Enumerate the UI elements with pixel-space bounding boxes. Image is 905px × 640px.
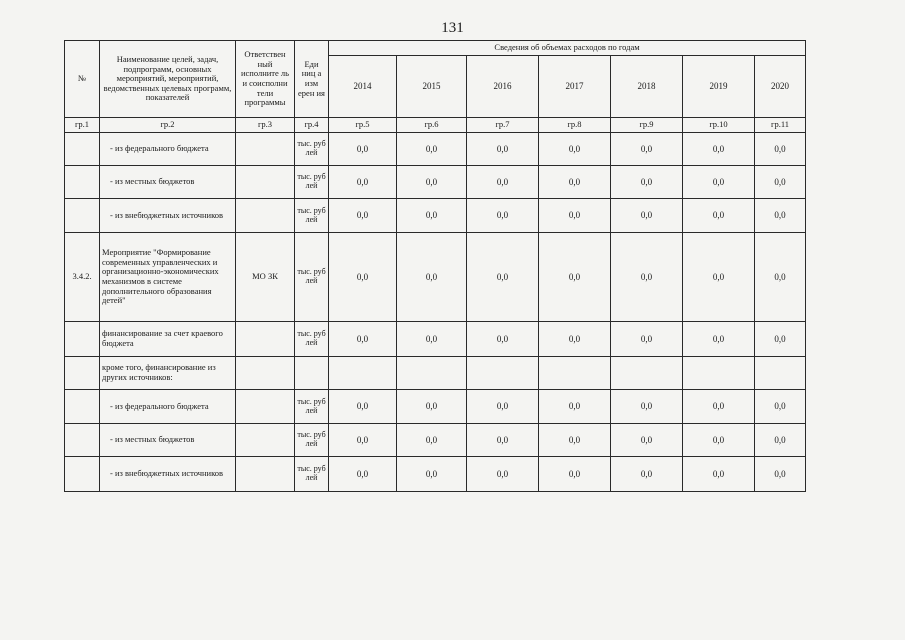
table-row (65, 233, 806, 322)
row-unit: тыс. руб лей (295, 322, 329, 357)
row-responsible (236, 357, 295, 390)
row-name: - из федерального бюджета (100, 133, 236, 166)
row-value: 0,0 (539, 199, 611, 233)
row-value: 0,0 (397, 390, 467, 424)
header-year: 2016 (467, 56, 539, 118)
row-number (65, 322, 100, 357)
row-value: 0,0 (329, 166, 397, 199)
header-row-top (65, 41, 806, 56)
group-label: гр.3 (236, 118, 295, 133)
row-value: 0,0 (397, 133, 467, 166)
row-value: 0,0 (755, 322, 806, 357)
row-name: - из местных бюджетов (100, 424, 236, 457)
row-value: 0,0 (329, 322, 397, 357)
table-row (65, 424, 806, 457)
table-row (65, 322, 806, 357)
header-unit: Еди ниц а изм ерен ия (295, 41, 329, 118)
row-value: 0,0 (611, 322, 683, 357)
table-row (65, 390, 806, 424)
row-responsible (236, 199, 295, 233)
row-value: 0,0 (611, 457, 683, 492)
header-no: № (65, 41, 100, 118)
row-value: 0,0 (611, 199, 683, 233)
group-label: гр.6 (397, 118, 467, 133)
row-name: - из местных бюджетов (100, 166, 236, 199)
row-value: 0,0 (467, 457, 539, 492)
row-value: 0,0 (755, 133, 806, 166)
row-number (65, 457, 100, 492)
row-value: 0,0 (755, 424, 806, 457)
row-value: 0,0 (467, 199, 539, 233)
row-value: 0,0 (467, 233, 539, 322)
group-label: гр.2 (100, 118, 236, 133)
row-value: 0,0 (329, 233, 397, 322)
table-row (65, 199, 806, 233)
row-value (611, 357, 683, 390)
row-value: 0,0 (683, 199, 755, 233)
row-value: 0,0 (467, 133, 539, 166)
row-value: 0,0 (611, 424, 683, 457)
row-value: 0,0 (755, 166, 806, 199)
row-value: 0,0 (683, 322, 755, 357)
row-value (329, 357, 397, 390)
row-value (467, 357, 539, 390)
row-value: 0,0 (539, 457, 611, 492)
row-number (65, 424, 100, 457)
row-value: 0,0 (467, 424, 539, 457)
row-value: 0,0 (397, 233, 467, 322)
row-number: 3.4.2. (65, 233, 100, 322)
row-value: 0,0 (397, 424, 467, 457)
group-label: гр.7 (467, 118, 539, 133)
table-row (65, 133, 806, 166)
row-value (539, 357, 611, 390)
group-label: гр.5 (329, 118, 397, 133)
header-name: Наименование целей, задач, подпрограмм, основных мероприятий, мероприятий, ведомственных целевых программ, показателей (100, 41, 236, 118)
row-value: 0,0 (611, 166, 683, 199)
row-number (65, 390, 100, 424)
row-value: 0,0 (467, 390, 539, 424)
row-value (755, 357, 806, 390)
row-unit: тыс. руб лей (295, 133, 329, 166)
row-value: 0,0 (539, 390, 611, 424)
row-responsible: МО ЗК (236, 233, 295, 322)
header-expenses: Сведения об объемах расходов по годам (329, 41, 806, 56)
row-unit: тыс. руб лей (295, 166, 329, 199)
row-number (65, 133, 100, 166)
row-value: 0,0 (467, 166, 539, 199)
row-unit (295, 357, 329, 390)
row-unit: тыс. руб лей (295, 424, 329, 457)
row-responsible (236, 424, 295, 457)
row-value: 0,0 (683, 457, 755, 492)
row-value: 0,0 (397, 166, 467, 199)
header-year: 2015 (397, 56, 467, 118)
row-responsible (236, 133, 295, 166)
table-row (65, 457, 806, 492)
group-label-row (65, 118, 806, 133)
group-label: гр.4 (295, 118, 329, 133)
group-label: гр.8 (539, 118, 611, 133)
row-responsible (236, 390, 295, 424)
group-label: гр.10 (683, 118, 755, 133)
row-value: 0,0 (683, 390, 755, 424)
group-label: гр.1 (65, 118, 100, 133)
row-responsible (236, 166, 295, 199)
group-label: гр.9 (611, 118, 683, 133)
row-value: 0,0 (755, 457, 806, 492)
row-value: 0,0 (329, 133, 397, 166)
table-row (65, 166, 806, 199)
row-responsible (236, 322, 295, 357)
header-responsible: Ответствен ный исполните ль и соисполни тели программы (236, 41, 295, 118)
row-number (65, 166, 100, 199)
row-name: финансирование за счет краевого бюджета (100, 322, 236, 357)
row-value (397, 357, 467, 390)
row-value: 0,0 (683, 133, 755, 166)
row-number (65, 199, 100, 233)
row-value: 0,0 (539, 424, 611, 457)
header-year: 2014 (329, 56, 397, 118)
row-value: 0,0 (611, 390, 683, 424)
row-value: 0,0 (539, 233, 611, 322)
row-value (683, 357, 755, 390)
row-value: 0,0 (611, 133, 683, 166)
row-unit: тыс. руб лей (295, 457, 329, 492)
row-value: 0,0 (611, 233, 683, 322)
row-value: 0,0 (683, 166, 755, 199)
row-unit: тыс. руб лей (295, 390, 329, 424)
row-name: - из внебюджетных источников (100, 457, 236, 492)
row-name: - из федерального бюджета (100, 390, 236, 424)
row-value: 0,0 (329, 424, 397, 457)
row-value: 0,0 (539, 166, 611, 199)
row-number (65, 357, 100, 390)
header-year: 2017 (539, 56, 611, 118)
row-value: 0,0 (683, 424, 755, 457)
row-value: 0,0 (467, 322, 539, 357)
row-value: 0,0 (329, 390, 397, 424)
row-value: 0,0 (539, 322, 611, 357)
budget-table (64, 40, 806, 492)
header-year: 2019 (683, 56, 755, 118)
row-value: 0,0 (397, 322, 467, 357)
row-name: кроме того, финансирование из других источников: (100, 357, 236, 390)
row-value: 0,0 (683, 233, 755, 322)
row-value: 0,0 (755, 233, 806, 322)
row-value: 0,0 (397, 457, 467, 492)
table-row (65, 357, 806, 390)
row-value: 0,0 (755, 199, 806, 233)
row-value: 0,0 (397, 199, 467, 233)
header-year: 2020 (755, 56, 806, 118)
page-number: 131 (441, 20, 464, 36)
row-value: 0,0 (755, 390, 806, 424)
header-year: 2018 (611, 56, 683, 118)
row-value: 0,0 (329, 457, 397, 492)
row-name: Мероприятие "Формирование современных управленческих и организационно-экономических механизмов в системе дополнительного образования детей" (100, 233, 236, 322)
row-value: 0,0 (539, 133, 611, 166)
group-label: гр.11 (755, 118, 806, 133)
row-unit: тыс. руб лей (295, 199, 329, 233)
row-unit: тыс. руб лей (295, 233, 329, 322)
row-responsible (236, 457, 295, 492)
row-name: - из внебюджетных источников (100, 199, 236, 233)
row-value: 0,0 (329, 199, 397, 233)
